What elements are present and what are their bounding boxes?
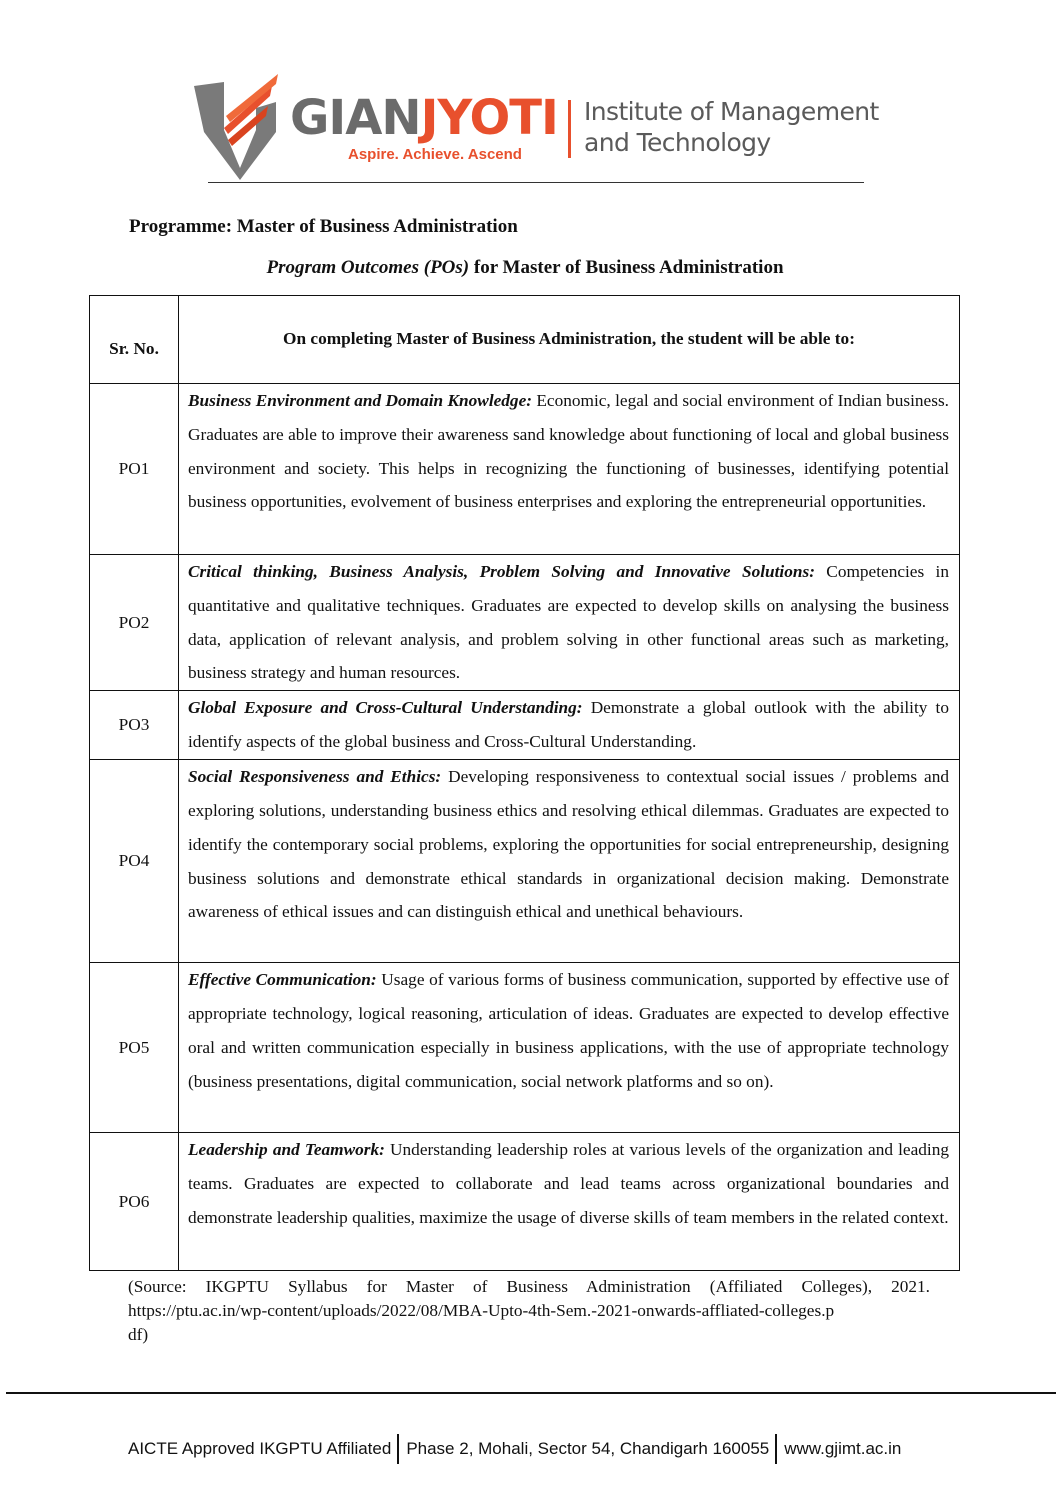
- po-description: Global Exposure and Cross-Cultural Understanding: Demonstrate a global outlook with the ability to identify aspects of the global business and Cross-Cultural Understanding.: [179, 691, 960, 760]
- table-row: [90, 963, 960, 1133]
- footer-address: Phase 2, Mohali, Sector 54, Chandigarh 160055: [406, 1439, 770, 1458]
- footer-rule: [6, 1392, 1056, 1394]
- table-row: [90, 384, 960, 555]
- po-number: PO5: [90, 963, 179, 1133]
- po-description: Effective Communication: Usage of various forms of business communication, supported by effective use of appropriate technology, logical reasoning, articulation of ideas. Graduates are expected to develop effective oral and written communication especially in business applications, with the use of appropriate technology (business presentations, digital communication, social network platforms and so on).: [179, 963, 960, 1133]
- shield-wing-icon: [190, 68, 290, 183]
- programme-title: Programme: Master of Business Administration: [129, 216, 518, 237]
- po-number: PO6: [90, 1133, 179, 1271]
- table-header-row: [90, 296, 960, 384]
- po-number: PO2: [90, 555, 179, 691]
- table-row: [90, 1133, 960, 1271]
- table-row: [90, 691, 960, 760]
- institute-name: Institute of Management and Technology: [584, 97, 879, 157]
- source-citation: (Source: IKGPTU Syllabus for Master of Business Administration (Affiliated Colleges), 2021. https://ptu.ac.in/wp-content/uploads/2022/08/MBA-Upto-4th-Sem.-2021-onwards-affliated-colleges.p df): [128, 1277, 930, 1344]
- po-description: Critical thinking, Business Analysis, Problem Solving and Innovative Solutions: Competencies in quantitative and qualitative techniques. Graduates are expected to develop skills on analysing the business data, application of relevant analysis, and problem solving in other functional areas such as marketing, business strategy and human resources.: [179, 555, 960, 691]
- po-number: PO1: [90, 384, 179, 555]
- table-row: [90, 760, 960, 963]
- po-description: Social Responsiveness and Ethics: Developing responsiveness to contextual social issues / problems and exploring solutions, understanding business ethics and resolving ethical dilemmas. Graduates are expected to identify the contemporary social problems, exploring the opportunities for social entrepreneurship, designing business solutions and demonstrate ethical standards in organizational decision making. Demonstrate awareness of ethical issues and can distinguish ethical and unethical behaviours.: [179, 760, 960, 963]
- po-description: Business Environment and Domain Knowledge: Economic, legal and social environment of Indian business. Graduates are able to improve their awareness sand knowledge about functioning of local and global business environment and society. This helps in recognizing the functioning of businesses, identifying potential business opportunities, evolvement of business enterprises and exploring the entrepreneurial opportunities.: [179, 384, 960, 555]
- footer-website: www.gjimt.ac.in: [784, 1439, 902, 1458]
- header-rule: [208, 182, 864, 183]
- logo-divider: [568, 100, 571, 158]
- footer-separator: [397, 1434, 399, 1464]
- section-title: Program Outcomes (POs) for Master of Business Administration: [266, 257, 784, 278]
- brand-name: GIANJYOTI: [290, 90, 558, 146]
- footer: [128, 1434, 901, 1464]
- table-row: [90, 555, 960, 691]
- footer-approval: AICTE Approved IKGPTU Affiliated: [128, 1439, 392, 1458]
- po-number: PO4: [90, 760, 179, 963]
- po-number: PO3: [90, 691, 179, 760]
- institute-logo: [190, 68, 879, 188]
- footer-separator: [775, 1434, 777, 1464]
- brand-tagline: Aspire. Achieve. Ascend: [348, 146, 522, 163]
- program-outcomes-table: [89, 295, 960, 1271]
- col-header-outcome: On completing Master of Business Administration, the student will be able to:: [179, 296, 960, 384]
- po-description: Leadership and Teamwork: Understanding leadership roles at various levels of the organization and leading teams. Graduates are expected to collaborate and lead teams across organizational boundaries and demonstrate leadership qualities, maximize the usage of diverse skills of team members in the related context.: [179, 1133, 960, 1271]
- col-header-sr-no: Sr. No.: [90, 296, 179, 384]
